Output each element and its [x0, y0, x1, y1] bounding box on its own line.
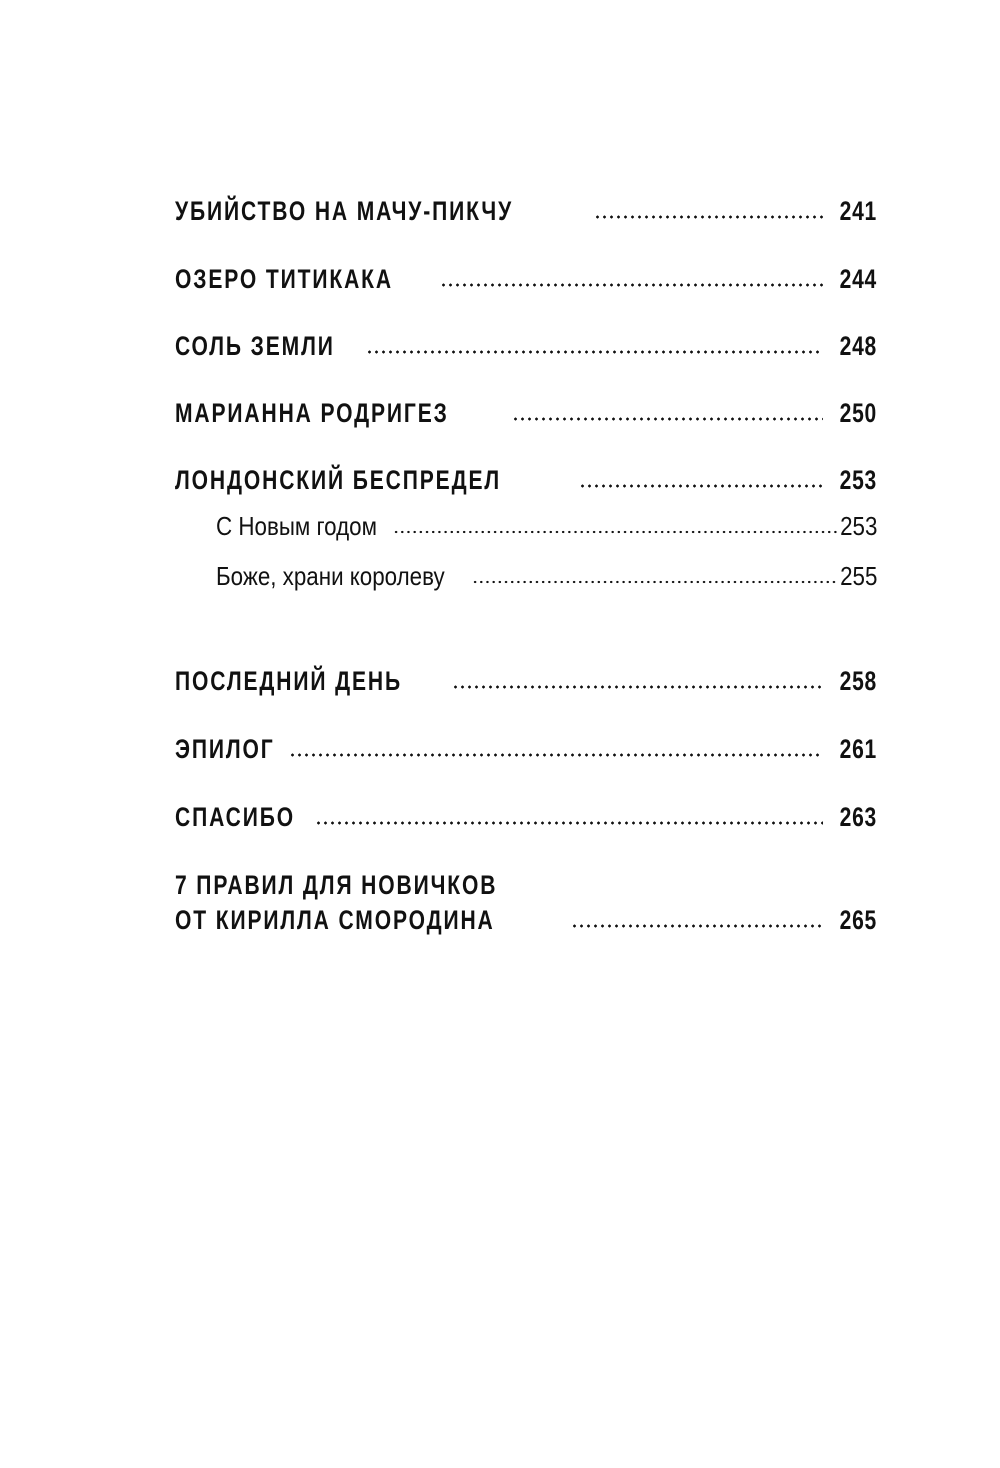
dot-leader: [393, 530, 837, 534]
toc-entry-page: 244: [839, 264, 877, 294]
toc-entry[interactable]: [175, 465, 877, 496]
dot-leader: [579, 484, 823, 488]
toc-entry-page: 253: [839, 465, 877, 495]
toc-entry[interactable]: [175, 264, 877, 295]
toc-entry-page: 248: [839, 331, 877, 361]
toc-entry-title: ЛОНДОНСКИЙ БЕСПРЕДЕЛ: [175, 465, 502, 495]
toc-entry-title: МАРИАННА РОДРИГЕЗ: [175, 398, 449, 428]
toc-entry[interactable]: [175, 398, 877, 429]
toc-entry-row: [175, 905, 877, 936]
toc-entry-page: 261: [839, 734, 877, 764]
toc-subentry[interactable]: [216, 511, 877, 542]
dot-leader: [289, 753, 823, 757]
toc-entry-title: ПОСЛЕДНИЙ ДЕНЬ: [175, 666, 402, 696]
toc-entry-page: 241: [839, 196, 877, 226]
toc-entry-page: 265: [839, 905, 877, 935]
toc-entry-title: ОЗЕРО ТИТИКАКА: [175, 264, 393, 294]
toc-subentry-title: С Новым годом: [216, 511, 377, 541]
dot-leader: [440, 283, 823, 287]
toc-entry[interactable]: [175, 196, 877, 227]
toc-entry-title: СОЛЬ ЗЕМЛИ: [175, 331, 335, 361]
toc-entry-title: СПАСИБО: [175, 802, 295, 832]
toc-entry[interactable]: [175, 802, 877, 833]
dot-leader: [512, 417, 823, 421]
toc-entry[interactable]: [175, 734, 877, 765]
toc-subentry[interactable]: [216, 561, 877, 592]
dot-leader: [571, 924, 823, 928]
dot-leader: [472, 580, 838, 584]
toc-entry[interactable]: [175, 666, 877, 697]
dot-leader: [594, 215, 823, 219]
toc-entry[interactable]: [175, 331, 877, 362]
toc-entry-multiline[interactable]: [175, 870, 877, 936]
toc-entry-title-line1: 7 ПРАВИЛ ДЛЯ НОВИЧКОВ: [175, 870, 498, 900]
toc-entry-page: 263: [839, 802, 877, 832]
toc-entry-page: 250: [839, 398, 877, 428]
dot-leader: [452, 685, 823, 689]
toc-entry-title: УБИЙСТВО НА МАЧУ-ПИКЧУ: [175, 196, 514, 226]
dot-leader: [315, 821, 823, 825]
toc-subentry-page: 255: [839, 561, 877, 591]
toc-entry-title-line2: ОТ КИРИЛЛА СМОРОДИНА: [175, 905, 495, 935]
toc-entry-page: 258: [839, 666, 877, 696]
dot-leader: [366, 350, 823, 354]
toc-subentry-page: 253: [839, 511, 877, 541]
toc-entry-title: ЭПИЛОГ: [175, 734, 275, 764]
toc-subentry-title: Боже, храни королеву: [216, 561, 445, 591]
